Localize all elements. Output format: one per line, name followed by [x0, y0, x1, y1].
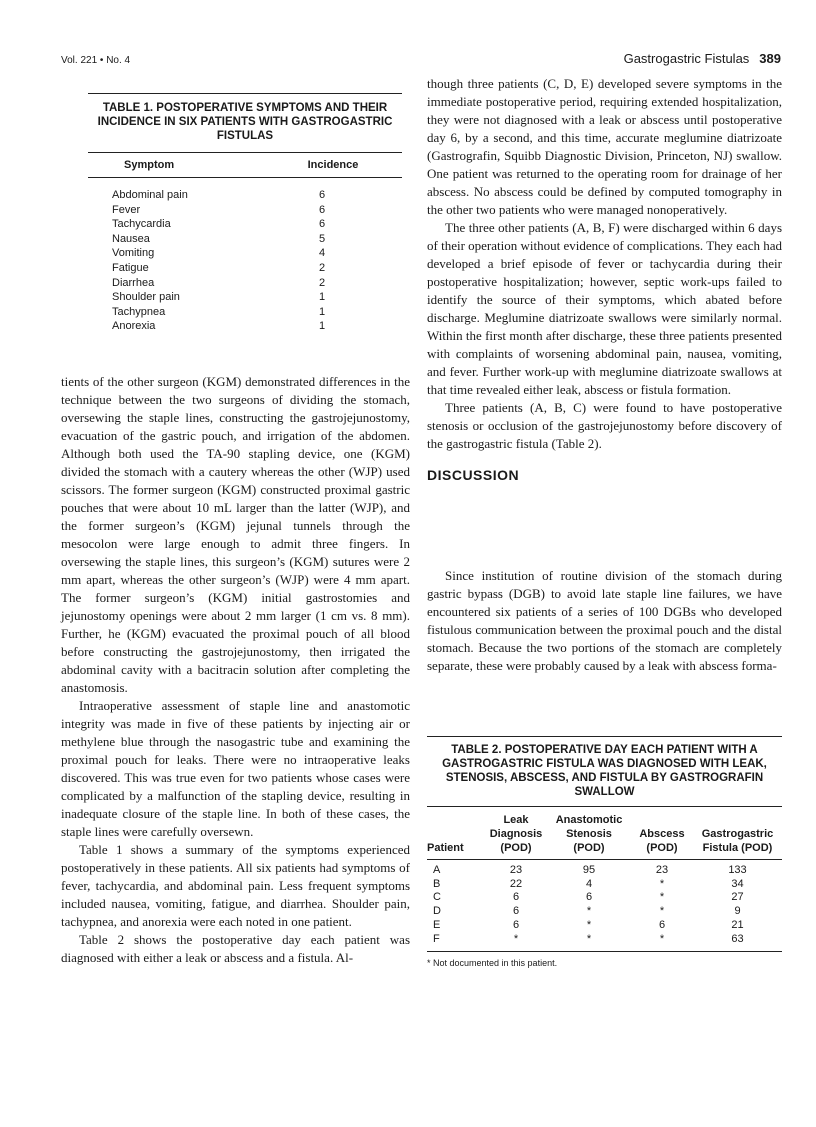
table-1-title: TABLE 1. POSTOPERATIVE SYMPTOMS AND THEIR INCIDENCE IN SIX PATIENTS WITH GASTROGASTRIC FISTULAS [97, 102, 393, 142]
col-label: (POD) [500, 842, 532, 854]
table-row [88, 203, 402, 218]
symptom-cell: Vomiting [112, 247, 155, 260]
col-label: Stenosis [566, 828, 612, 840]
table-row [88, 188, 402, 203]
table-row [88, 246, 402, 261]
table-row [88, 217, 402, 232]
section-heading-discussion: DISCUSSION [427, 467, 520, 483]
fistula-cell: 9 [734, 905, 741, 918]
body-paragraph: tients of the other surgeon (KGM) demonstrated differences in the technique between the two surgeons of dividing the stomach, oversewing the staple lines, constructing the gastrojejunostomy, evacuation of the gastric pouch, and irrigation of the abdomen. Although both used the TA-90 stapling device, one (KGM) divided the stomach with a cautery whereas the other (WJP) used scissors. The former surgeon (KGM) constructed proximal gastric pouches that were about 10 mL larger than the latter (WJP), and the former surgeon’s (KGM) jejunal tunnels through the mesocolon were large enough to admit three fingers. In oversewing the staple lines, this surgeon’s (KGM) sutures were 2 mm apart, whereas the other surgeon’s (WJP) were 4 mm apart. The former surgeon’s (KGM) initial gastrostomies and jejunostomy openings were about 2 mm larger (1 cm vs. 8 mm). Further, he (KGM) evacuated the proximal pouch of all blood before constructing the gastrojejunostomy, then irrigated the abdominal cavity with a bacitracin solution after completing the anastomosis. [61, 374, 410, 695]
stenosis-cell: * [586, 932, 592, 945]
table-row [88, 276, 402, 291]
col-label: Diagnosis [489, 828, 543, 840]
table-row [88, 305, 402, 320]
patient-cell: F [433, 932, 440, 945]
leak-cell: 6 [512, 905, 520, 918]
table-row [427, 933, 782, 947]
patient-cell: C [433, 891, 441, 904]
col-abscess [631, 807, 693, 859]
symptom-cell: Fatigue [112, 261, 149, 274]
fistula-cell: 34 [731, 877, 744, 890]
journal-volume: Vol. 221 • No. 4 [61, 55, 131, 66]
abscess-cell: 23 [655, 864, 669, 876]
body-paragraph: Intraoperative assessment of staple line and anastomotic integrity was made in five of these patients by injecting air or methylene blue through the nasogastric tube and examining the proximal pouch for leaks. There were no intraoperative leaks discovered. This was true even for two patients whose cases were complicated by a malfunction of the stapling device, resulting in inadequate closure of the staple line. In both of these cases, the staple lines were carefully oversewn. [61, 698, 410, 839]
running-header [588, 51, 781, 66]
incidence-cell: 1 [318, 305, 326, 318]
symptom-cell: Anorexia [112, 320, 156, 333]
col-patient [427, 807, 485, 859]
symptom-cell: Shoulder pain [112, 291, 180, 304]
col-label: (POD) [573, 842, 605, 854]
page-number: 389 [759, 51, 781, 66]
body-paragraph: The three other patients (A, B, F) were discharged within 6 days of their operation without evidence of complications. They each had developed a brief episode of fever or tachycardia during their postoperative hospitalization; however, septic work-ups failed to identify the source of their symptoms, which abated before discharge. Meglumine diatrizoate swallows were similarly normal. Within the first month after discharge, these three patients presented with complaints of worsening abdominal pain, nausea, vomiting, and fever. Further work-up with meglumine diatrizoate swallows at that time revealed either leak, abscess or fistula formation. [427, 220, 782, 397]
symptom-cell: Fever [112, 203, 141, 216]
incidence-cell: 2 [318, 276, 326, 289]
body-paragraph: Three patients (A, B, C) were found to have postoperative stenosis or occlusion of the gastrojejunostomy before discovery of the gastrogastric fistula (Table 2). [427, 400, 782, 451]
body-paragraph: Since institution of routine division of the stomach during gastric bypass (DGB) to avoid late staple line failures, we have encountered six patients of a series of 100 DGBs who developed fistulous communication between the proximal pouch and the distal stomach. Because the two portions of the stomach are completely separate, these were probably caused by a leak with abscess forma- [427, 568, 782, 673]
table-2-grid [427, 807, 782, 946]
right-column-text [427, 75, 782, 495]
patient-cell: B [433, 877, 441, 890]
table-1-header-row [88, 153, 402, 177]
table-1-col-incidence: Incidence [307, 159, 359, 171]
body-paragraph: though three patients (C, D, E) developed severe symptoms in the immediate postoperative period, requiring extended hospitalization, they were not diagnosed with a leak or abscess until postoperative day 6, by a second, and this time, accurate meglumine diatrizoate (Gastrografin, Squibb Diagnostic Division, Princeton, NJ) swallow. One patient was returned to the operating room for drainage of her abscess. No abscess could be defined by computed tomography in the other two patients who were managed nonoperatively. [427, 76, 782, 217]
patient-cell: D [433, 905, 441, 918]
table-2-title: TABLE 2. POSTOPERATIVE DAY EACH PATIENT WITH A GASTROGASTRIC FISTULA WAS DIAGNOSED WITH LEAK, STENOSIS, ABSCESS, AND FISTULA BY GASTROGRAFIN SWALLOW [442, 744, 767, 798]
table-1-body [88, 178, 402, 334]
discussion-text [427, 567, 782, 675]
stenosis-cell: * [586, 905, 592, 918]
abscess-cell: * [659, 932, 665, 945]
table-1-col-symptom: Symptom [124, 159, 175, 171]
symptom-cell: Nausea [112, 232, 150, 245]
table-2 [427, 736, 782, 968]
symptom-cell: Tachypnea [112, 305, 166, 318]
fistula-cell: 21 [731, 918, 744, 931]
incidence-cell: 6 [318, 189, 326, 201]
table-row [88, 319, 402, 334]
incidence-cell: 4 [318, 247, 326, 260]
col-label: Leak [503, 814, 529, 826]
table-row [427, 860, 782, 878]
table-row [88, 232, 402, 247]
leak-cell: * [513, 932, 519, 945]
incidence-cell: 6 [318, 218, 326, 231]
leak-cell: 6 [512, 891, 520, 904]
abscess-cell: * [659, 891, 665, 904]
symptom-cell: Abdominal pain [112, 189, 188, 201]
incidence-cell: 1 [318, 320, 326, 333]
symptom-cell: Tachycardia [112, 218, 171, 231]
body-paragraph: Table 2 shows the postoperative day each patient was diagnosed with either a leak or abscess and a fistula. Al- [61, 932, 410, 965]
incidence-cell: 2 [318, 261, 326, 274]
leak-cell: 23 [509, 864, 523, 876]
abscess-cell: * [659, 877, 665, 890]
stenosis-cell: 6 [585, 891, 593, 904]
col-gastrogastric-fistula [693, 807, 782, 859]
col-label: Abscess [639, 828, 685, 840]
symptom-cell: Diarrhea [112, 276, 155, 289]
col-label: (POD) [646, 842, 678, 854]
fistula-cell: 133 [728, 864, 747, 876]
col-label: Patient [427, 842, 464, 854]
stenosis-cell: 4 [585, 877, 593, 890]
running-title: Gastrogastric Fistulas [623, 51, 750, 66]
abscess-cell: 6 [658, 918, 666, 931]
incidence-cell: 6 [318, 203, 326, 216]
table-2-header-row [427, 807, 782, 859]
incidence-cell: 5 [318, 232, 326, 245]
left-column-text [61, 373, 410, 967]
patient-cell: A [433, 864, 441, 876]
col-label: Fistula (POD) [702, 842, 773, 854]
patient-cell: E [433, 918, 441, 931]
stenosis-cell: 95 [582, 864, 596, 876]
table-row [427, 905, 782, 919]
fistula-cell: 63 [731, 932, 744, 945]
fistula-cell: 27 [731, 891, 744, 904]
stenosis-cell: * [586, 918, 592, 931]
table-row [427, 891, 782, 905]
abscess-cell: * [659, 905, 665, 918]
incidence-cell: 1 [318, 291, 326, 304]
col-label: Anastomotic [555, 814, 623, 826]
col-leak-diagnosis [485, 807, 547, 859]
body-paragraph: Table 1 shows a summary of the symptoms experienced postoperatively in these patients. All six patients had symptoms of fever, tachycardia, and abdominal pain. Less frequent symptoms included nausea, vomiting, fatigue, and diarrhea. Shoulder pain, tachypnea, and anorexia were each noted in one patient. [61, 842, 410, 929]
table-row [88, 290, 402, 305]
table-row [427, 919, 782, 933]
table-row [427, 878, 782, 892]
leak-cell: 6 [512, 918, 520, 931]
table-row [88, 261, 402, 276]
table-1 [88, 93, 402, 334]
col-label: Gastrogastric [701, 828, 774, 840]
leak-cell: 22 [509, 877, 523, 890]
table-2-footnote: * Not documented in this patient. [427, 958, 558, 969]
col-anastomotic-stenosis [547, 807, 631, 859]
